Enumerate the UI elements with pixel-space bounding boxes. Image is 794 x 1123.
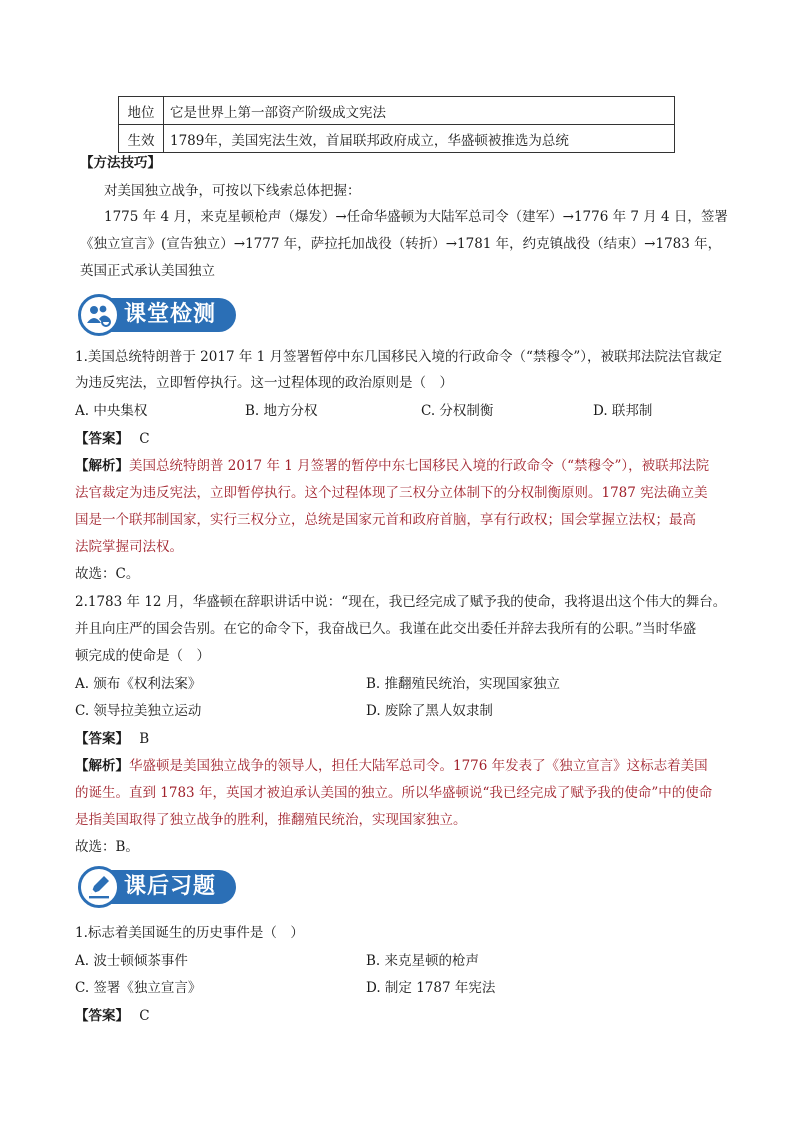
- method-line: 1775 年 4 月，来克星顿枪声（爆发）→任命华盛顿为大陆军总司令（建军）→1776 年 7 月 4 日，签署: [104, 209, 728, 225]
- section-title: 课堂检测: [124, 302, 217, 327]
- method-line: 《独立宣言》(宣告独立）→1777 年，萨拉托加战役（转折）→1781 年，约克镇战役（结束）→1783 年，: [80, 236, 722, 252]
- analysis-label: 【解析】: [75, 458, 129, 474]
- question-stem: 为违反宪法，立即暂停执行。这一过程体现的政治原则是（ ）: [75, 375, 453, 391]
- analysis-text: 的诞生。直到 1783 年，英国才被迫承认美国的独立。所以华盛顿说“我已经完成了赋予我的使命”中的使命: [75, 785, 713, 801]
- analysis-text: 法官裁定为违反宪法，立即暂停执行。这个过程体现了三权分立体制下的分权制衡原则。1787 宪法确立美: [75, 485, 708, 501]
- answer-value: B: [139, 731, 150, 747]
- option-a: A. 颁布《权利法案》: [75, 676, 202, 692]
- answer-value: C: [139, 431, 150, 447]
- choice-line: 故选：C。: [75, 566, 140, 582]
- answer-label: 【答案】: [75, 1008, 129, 1024]
- question-stem: 1.标志着美国诞生的历史事件是（ ）: [75, 925, 304, 941]
- analysis-label: 【解析】: [75, 758, 129, 774]
- option-d: D. 废除了黑人奴隶制: [366, 703, 493, 719]
- table-row: [119, 97, 675, 125]
- option-d: D. 制定 1787 年宪法: [366, 980, 496, 996]
- table-value: 它是世界上第一部资产阶级成文宪法: [164, 97, 675, 125]
- question-stem: 并且向庄严的国会告别。在它的命令下，我奋战已久。我谨在此交出委任并辞去我所有的公职。”当时华盛: [75, 621, 697, 637]
- pencil-icon: [85, 873, 113, 901]
- option-c: C. 签署《独立宣言》: [75, 980, 202, 996]
- section-banner-classroom: [78, 294, 236, 336]
- section-banner-homework: [78, 866, 236, 908]
- option-b: B. 来克星顿的枪声: [366, 953, 480, 969]
- question-stem: 1.美国总统特朗普于 2017 年 1 月签署暂停中东几国移民入境的行政命令（“禁穆令”），被联邦法院法官裁定: [75, 349, 723, 365]
- people-icon: [85, 301, 113, 329]
- option-a: A. 波士顿倾茶事件: [75, 953, 188, 969]
- table-row: [119, 125, 675, 153]
- table-key: 地位: [119, 97, 164, 125]
- constitution-table: [118, 96, 675, 153]
- option-b: B. 地方分权: [245, 403, 318, 419]
- option-a: A. 中央集权: [75, 403, 148, 419]
- method-intro: 对美国独立战争，可按以下线索总体把握：: [104, 183, 361, 199]
- method-line: 英国正式承认美国独立: [80, 263, 215, 279]
- option-c: C. 领导拉美独立运动: [75, 703, 202, 719]
- analysis-line: [75, 756, 708, 776]
- option-b: B. 推翻殖民统治，实现国家独立: [366, 676, 561, 692]
- answer-value: C: [139, 1008, 150, 1024]
- analysis-line: [75, 456, 709, 476]
- analysis-text: 国是一个联邦制国家，实行三权分立，总统是国家元首和政府首脑，享有行政权；国会掌握立法权；最高: [75, 512, 696, 528]
- method-heading: 【方法技巧】: [80, 155, 161, 171]
- analysis-text: 是指美国取得了独立战争的胜利，推翻殖民统治，实现国家独立。: [75, 812, 467, 828]
- option-c: C. 分权制衡: [421, 403, 494, 419]
- question-stem: 2.1783 年 12 月，华盛顿在辞职讲话中说：“现在，我已经完成了赋予我的使命，我将退出这个伟大的舞台。: [75, 594, 727, 610]
- analysis-text: 法院掌握司法权。: [75, 539, 183, 555]
- option-d: D. 联邦制: [593, 403, 653, 419]
- table-value: 1789年，美国宪法生效，首届联邦政府成立，华盛顿被推选为总统: [164, 125, 675, 153]
- section-title: 课后习题: [124, 874, 217, 899]
- answer-line: [75, 429, 150, 449]
- question-stem: 顿完成的使命是（ ）: [75, 648, 210, 664]
- choice-line: 故选：B。: [75, 839, 139, 855]
- analysis-text: 华盛顿是美国独立战争的领导人，担任大陆军总司令。1776 年发表了《独立宣言》这标志着美国: [129, 758, 708, 774]
- answer-label: 【答案】: [75, 731, 129, 747]
- analysis-text: 美国总统特朗普 2017 年 1 月签署的暂停中东七国移民入境的行政命令（“禁穆令”），被联邦法院: [129, 458, 710, 474]
- answer-line: [75, 729, 149, 749]
- answer-line: [75, 1006, 150, 1026]
- table-key: 生效: [119, 125, 164, 153]
- answer-label: 【答案】: [75, 431, 129, 447]
